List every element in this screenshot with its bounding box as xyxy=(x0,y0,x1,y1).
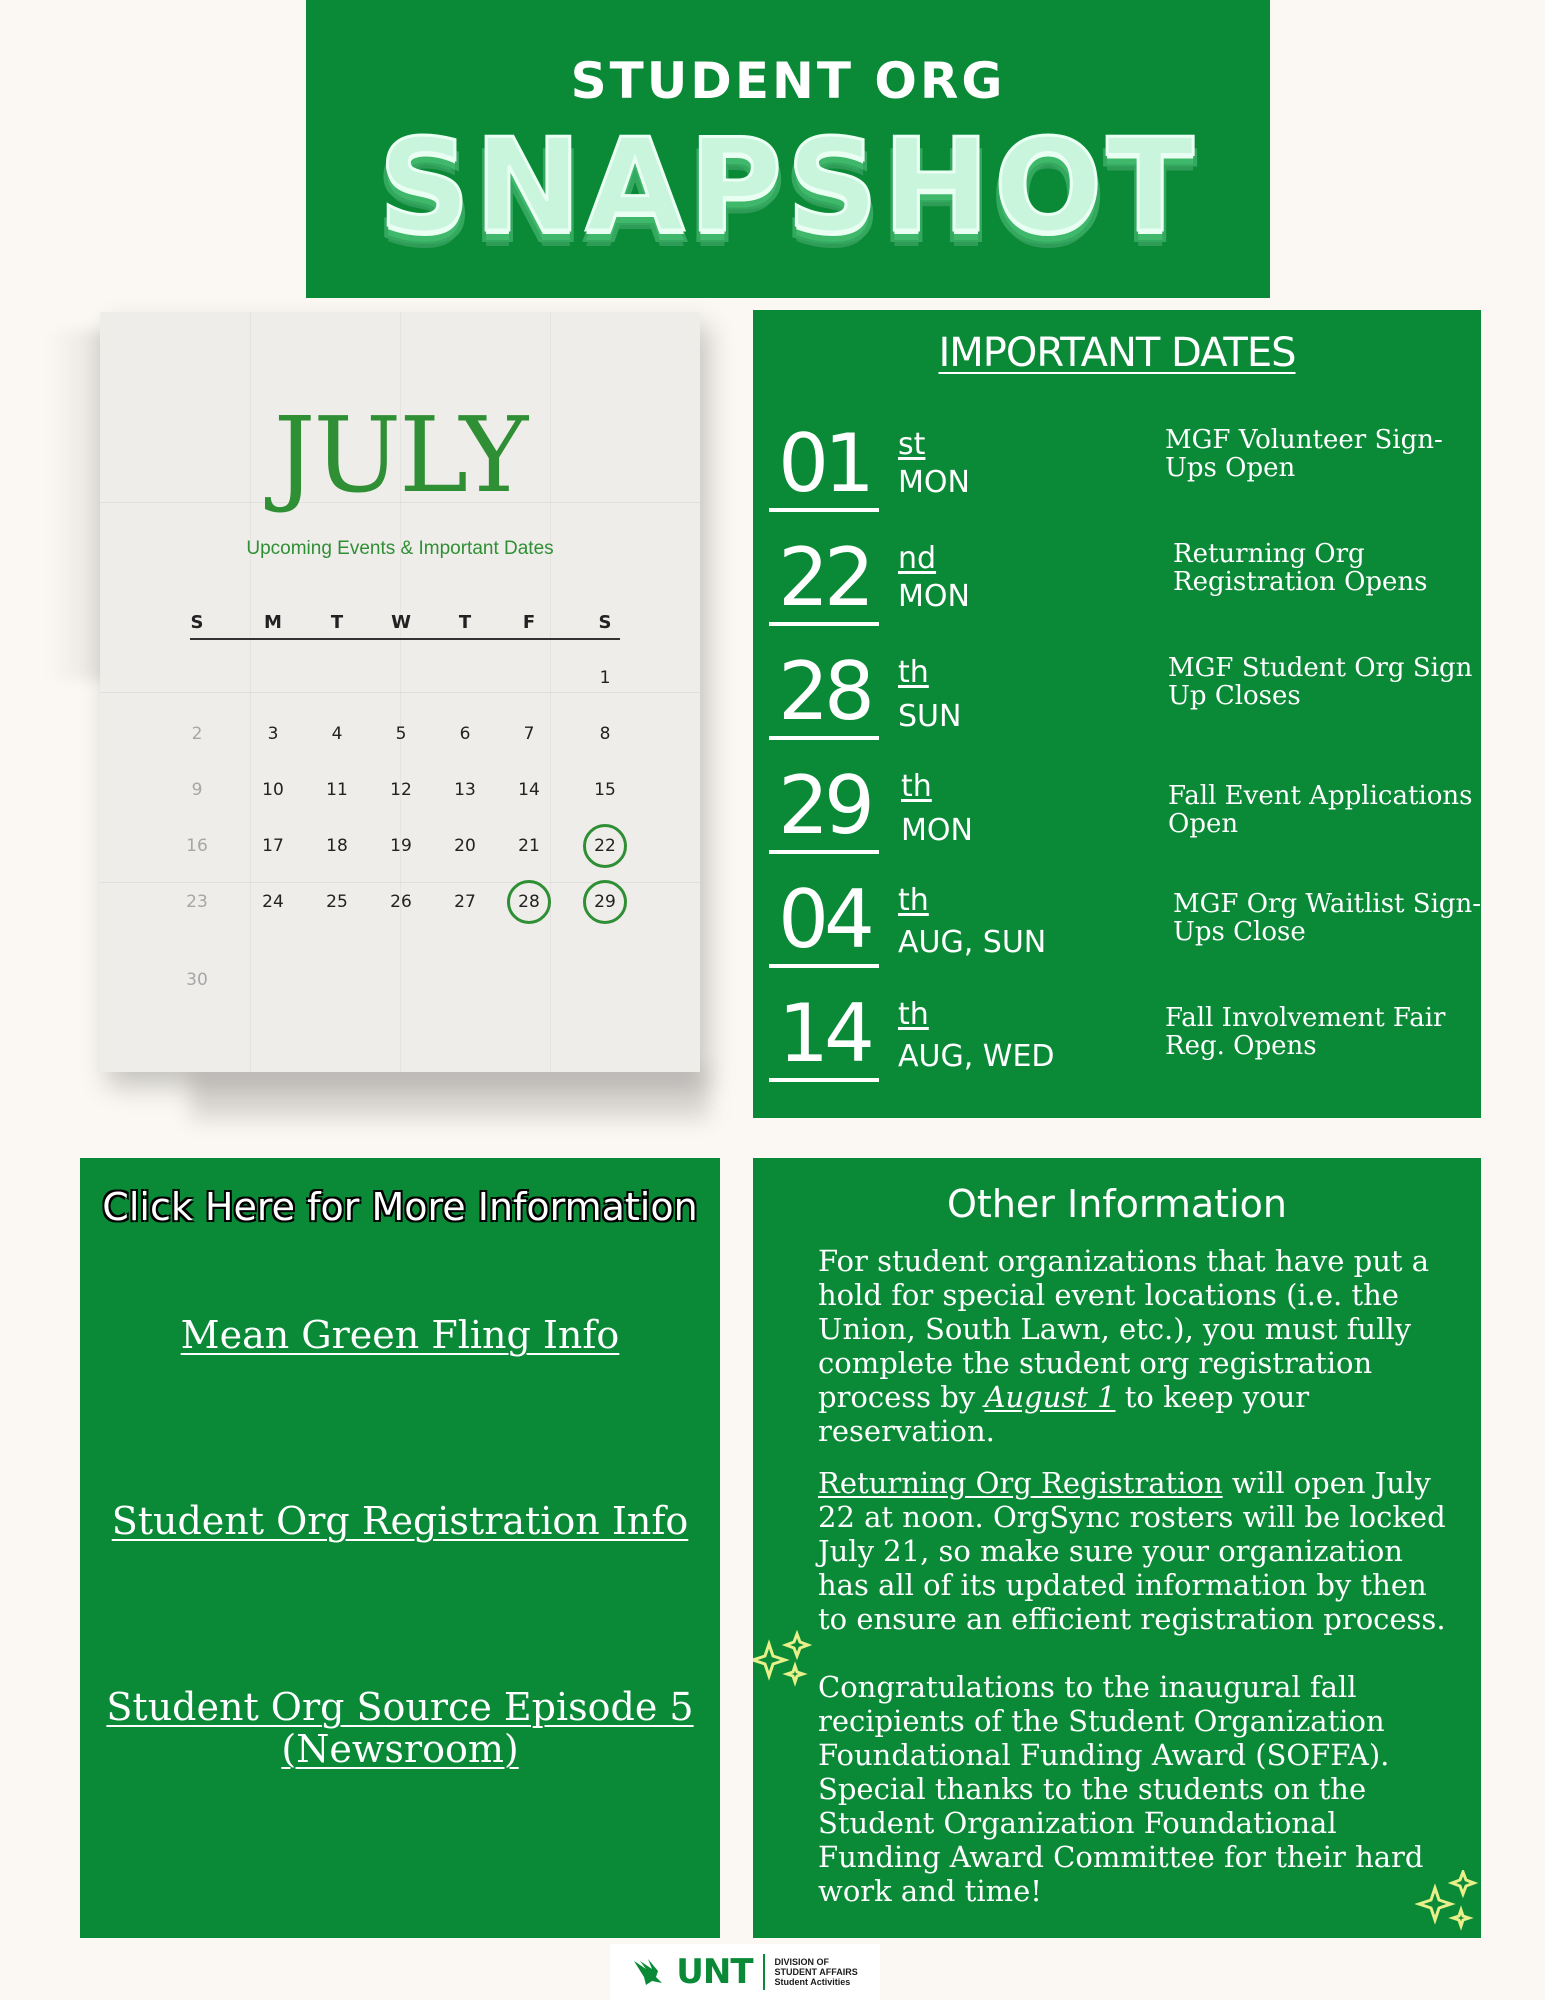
calendar-day: 3 xyxy=(267,724,279,744)
calendar-day: 26 xyxy=(390,892,412,912)
important-dates-title: IMPORTANT DATES xyxy=(938,330,1296,376)
date-weekday: AUG, WED xyxy=(898,1039,1055,1074)
date-suffix: th xyxy=(898,883,929,918)
calendar-day: 13 xyxy=(454,780,476,800)
calendar-day: 18 xyxy=(326,836,348,856)
calendar-day: 10 xyxy=(262,780,284,800)
calendar-day: 9 xyxy=(191,780,203,800)
date-weekday: MON xyxy=(898,579,970,614)
date-row xyxy=(753,645,1481,750)
unt-logo xyxy=(610,1944,880,2000)
date-number: 28 xyxy=(769,650,879,740)
calendar-day: 14 xyxy=(518,780,540,800)
header-kicker: STUDENT ORG xyxy=(570,52,1006,110)
date-event: Fall Event Applications Open xyxy=(1168,781,1473,839)
student-org-registration-link[interactable]: Student Org Registration Info xyxy=(111,1499,689,1543)
calendar-day: 2 xyxy=(191,724,203,744)
calendar-day: 4 xyxy=(331,724,343,744)
calendar-day: 21 xyxy=(518,836,540,856)
student-org-source-link[interactable]: Student Org Source Episode 5 (Newsroom) xyxy=(106,1685,694,1771)
returning-org-paragraph xyxy=(818,1466,1458,1636)
date-weekday: MON xyxy=(898,465,970,500)
sparkle-icon xyxy=(753,1630,817,1694)
date-weekday: SUN xyxy=(898,699,962,734)
calendar-day: 19 xyxy=(390,836,412,856)
calendar-day-highlighted: 22 xyxy=(583,824,627,868)
calendar-day: 5 xyxy=(395,724,407,744)
date-suffix: th xyxy=(898,655,929,690)
date-number: 22 xyxy=(769,536,879,626)
important-dates-panel xyxy=(753,310,1481,1118)
august-1-link[interactable]: August 1 xyxy=(984,1380,1116,1414)
calendar-day: 1 xyxy=(599,668,611,688)
date-event: Returning Org Registration Opens xyxy=(1173,539,1428,597)
division-line: STUDENT AFFAIRS xyxy=(774,1967,858,1977)
calendar-day: 23 xyxy=(186,892,208,912)
soffa-paragraph: Congratulations to the inaugural fall recipients of the Student Organization Foundational Funding Award (SOFFA). Special thanks to the students on the Student Organization Foundational Funding Award Committee for their hard work and time! xyxy=(818,1670,1424,1908)
date-row xyxy=(753,759,1481,864)
date-suffix: st xyxy=(898,427,926,462)
other-information-panel xyxy=(753,1158,1481,1938)
calendar-day-highlighted: 29 xyxy=(583,880,627,924)
weekday-mon: M xyxy=(264,612,282,633)
weekday-rule xyxy=(190,638,620,640)
calendar-day: 25 xyxy=(326,892,348,912)
eagle-icon xyxy=(632,1955,666,1989)
date-event: MGF Org Waitlist Sign-Ups Close xyxy=(1173,889,1482,947)
date-number: 14 xyxy=(769,992,879,1082)
date-row xyxy=(753,531,1481,636)
paragraph-text: to keep your reservation. xyxy=(818,1380,1310,1448)
calendar-day: 17 xyxy=(262,836,284,856)
calendar-day: 7 xyxy=(523,724,535,744)
unt-wordmark: UNT xyxy=(676,1952,753,1992)
returning-org-registration-link[interactable]: Returning Org Registration xyxy=(818,1466,1223,1500)
calendar-subtitle: Upcoming Events & Important Dates xyxy=(246,538,554,559)
date-weekday: MON xyxy=(901,813,973,848)
mean-green-fling-link[interactable]: Mean Green Fling Info xyxy=(180,1313,620,1357)
paragraph-text: will open July 22 at noon. OrgSync rosters will be locked July 21, so make sure your organization has all of its updated information by then to ensure an efficient registration process. xyxy=(818,1466,1446,1636)
calendar-day: 24 xyxy=(262,892,284,912)
sparkle-icon xyxy=(1415,1870,1479,1934)
calendar-day: 6 xyxy=(459,724,471,744)
division-text xyxy=(775,1957,858,1987)
calendar-day: 15 xyxy=(594,780,616,800)
more-information-panel xyxy=(80,1158,720,1938)
logo-divider xyxy=(763,1954,765,1990)
calendar-day: 12 xyxy=(390,780,412,800)
date-event: Fall Involvement Fair Reg. Opens xyxy=(1165,1003,1446,1061)
july-calendar xyxy=(100,312,700,1072)
header-banner xyxy=(306,0,1270,298)
date-row xyxy=(753,987,1481,1092)
calendar-month: JULY xyxy=(273,394,527,516)
more-information-title: Click Here for More Information xyxy=(102,1185,698,1229)
date-number: 29 xyxy=(769,764,879,854)
header-title: SNAPSHOT xyxy=(378,112,1198,261)
date-suffix: th xyxy=(898,997,929,1032)
calendar-day: 20 xyxy=(454,836,476,856)
weekday-sat: S xyxy=(598,612,612,633)
date-row xyxy=(753,873,1482,978)
paragraph-text: For student organizations that have put a hold for special event locations (i.e. the Union, South Lawn, etc.), you must fully complete the student org registration process by xyxy=(818,1244,1430,1414)
date-event: MGF Volunteer Sign-Ups Open xyxy=(1165,425,1443,483)
weekday-fri: F xyxy=(522,612,536,633)
registration-hold-paragraph xyxy=(818,1244,1458,1448)
date-suffix: th xyxy=(901,769,932,804)
date-row xyxy=(753,417,1481,522)
division-line: DIVISION OF xyxy=(774,1957,830,1967)
date-suffix: nd xyxy=(898,541,937,576)
division-line: Student Activities xyxy=(774,1977,851,1987)
date-number: 01 xyxy=(769,422,879,512)
weekday-tue: T xyxy=(330,612,344,633)
calendar-day: 16 xyxy=(186,836,208,856)
date-weekday: AUG, SUN xyxy=(898,925,1047,960)
date-number: 04 xyxy=(769,878,879,968)
calendar-day-highlighted: 28 xyxy=(507,880,551,924)
calendar-shadow xyxy=(190,1070,710,1120)
weekday-thu: T xyxy=(458,612,472,633)
other-information-title: Other Information xyxy=(947,1182,1287,1226)
calendar-day: 8 xyxy=(599,724,611,744)
weekday-wed: W xyxy=(391,612,411,633)
calendar-day: 11 xyxy=(326,780,348,800)
calendar-day: 30 xyxy=(186,970,208,990)
weekday-sun: S xyxy=(190,612,204,633)
calendar-day: 27 xyxy=(454,892,476,912)
date-event: MGF Student Org Sign Up Closes xyxy=(1168,653,1473,711)
